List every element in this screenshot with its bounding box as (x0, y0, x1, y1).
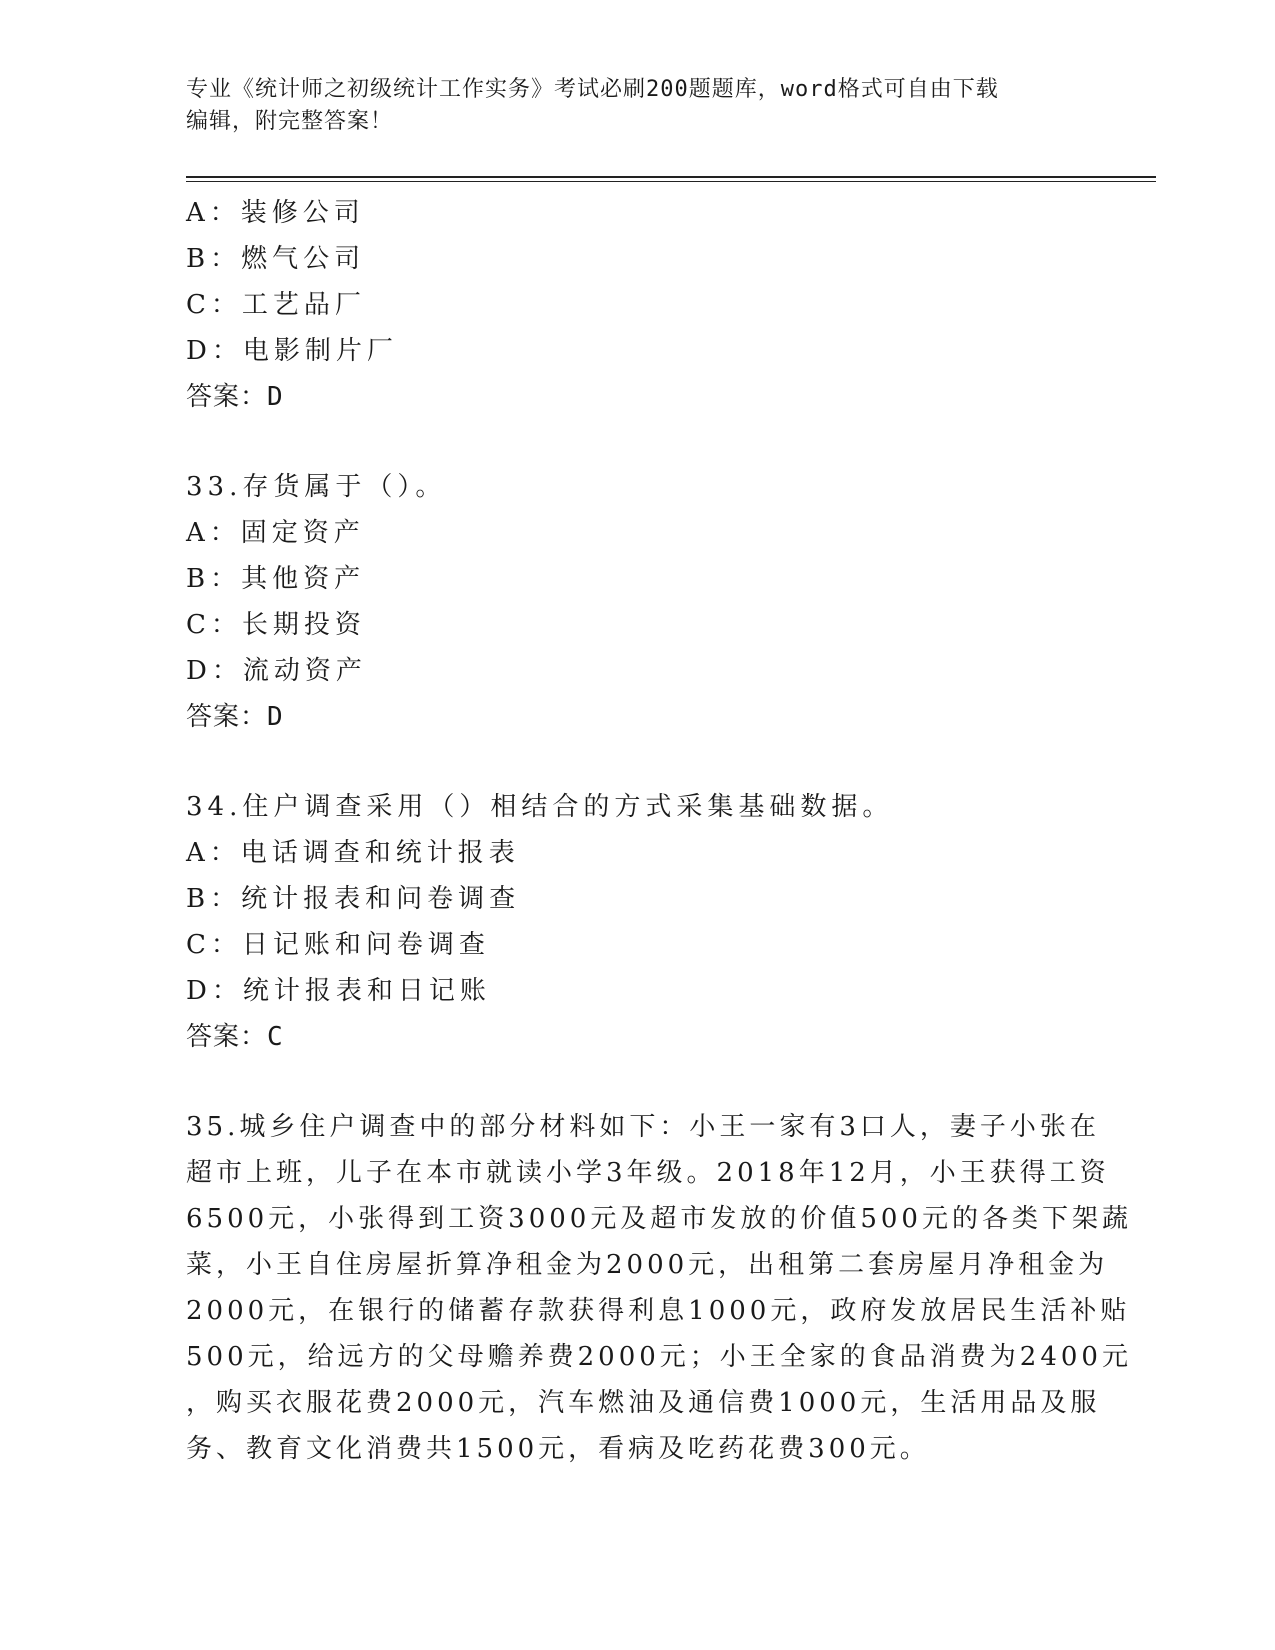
option-c: C：工艺品厂 (186, 290, 366, 320)
paragraph-line: 500元，给远方的父母赡养费2000元；小王全家的食品消费为2400元 (186, 1342, 1132, 1372)
header-line-2: 编辑，附完整答案！ (186, 109, 394, 134)
option-d: D：统计报表和日记账 (186, 976, 491, 1006)
document-header (186, 74, 1086, 138)
question-33-block (186, 464, 1086, 740)
paragraph-line: 超市上班，儿子在本市就读小学3年级。2018年12月，小王获得工资 (186, 1158, 1110, 1188)
answer-line: 答案：D (186, 702, 284, 732)
answer-line: 答案：D (186, 382, 284, 412)
option-c: C：长期投资 (186, 610, 366, 640)
paragraph-line: 6500元，小张得到工资3000元及超市发放的价值500元的各类下架蔬 (186, 1204, 1132, 1234)
paragraph-line: ，购买衣服花费2000元，汽车燃油及通信费1000元，生活用品及服 (186, 1388, 1101, 1418)
option-b: B：统计报表和问卷调查 (186, 884, 521, 914)
header-line-1: 专业《统计师之初级统计工作实务》考试必刷200题题库，word格式可自由下载 (186, 77, 999, 102)
option-d: D：流动资产 (186, 656, 367, 686)
option-c: C：日记账和问卷调查 (186, 930, 490, 960)
option-a: A：装修公司 (186, 198, 365, 228)
answer-line: 答案：C (186, 1022, 284, 1052)
spacer (186, 740, 1086, 784)
option-a: A：固定资产 (186, 518, 365, 548)
spacer (186, 420, 1086, 464)
option-b: B：其他资产 (186, 564, 366, 594)
option-b: B：燃气公司 (186, 244, 366, 274)
question-34-block (186, 784, 1086, 1060)
option-d: D：电影制片厂 (186, 336, 398, 366)
header-rule-thin (186, 181, 1156, 182)
paragraph-line: 务、教育文化消费共1500元，看病及吃药花费300元。 (186, 1434, 930, 1464)
document-body (186, 190, 1132, 1472)
question-32-block (186, 190, 1086, 420)
paragraph-line: 2000元，在银行的储蓄存款获得利息1000元，政府发放居民生活补贴 (186, 1296, 1131, 1326)
spacer (186, 1060, 1086, 1104)
question-text: 34.住户调查采用（）相结合的方式采集基础数据。 (186, 792, 894, 822)
question-text: 33.存货属于（）。 (186, 472, 447, 502)
paragraph-line: 35.城乡住户调查中的部分材料如下：小王一家有3口人，妻子小张在 (186, 1112, 1100, 1142)
option-a: A：电话调查和统计报表 (186, 838, 520, 868)
paragraph-line: 菜，小王自住房屋折算净租金为2000元，出租第二套房屋月净租金为 (186, 1250, 1109, 1280)
question-35-paragraph (186, 1104, 1132, 1472)
header-rule-thick (186, 176, 1156, 178)
